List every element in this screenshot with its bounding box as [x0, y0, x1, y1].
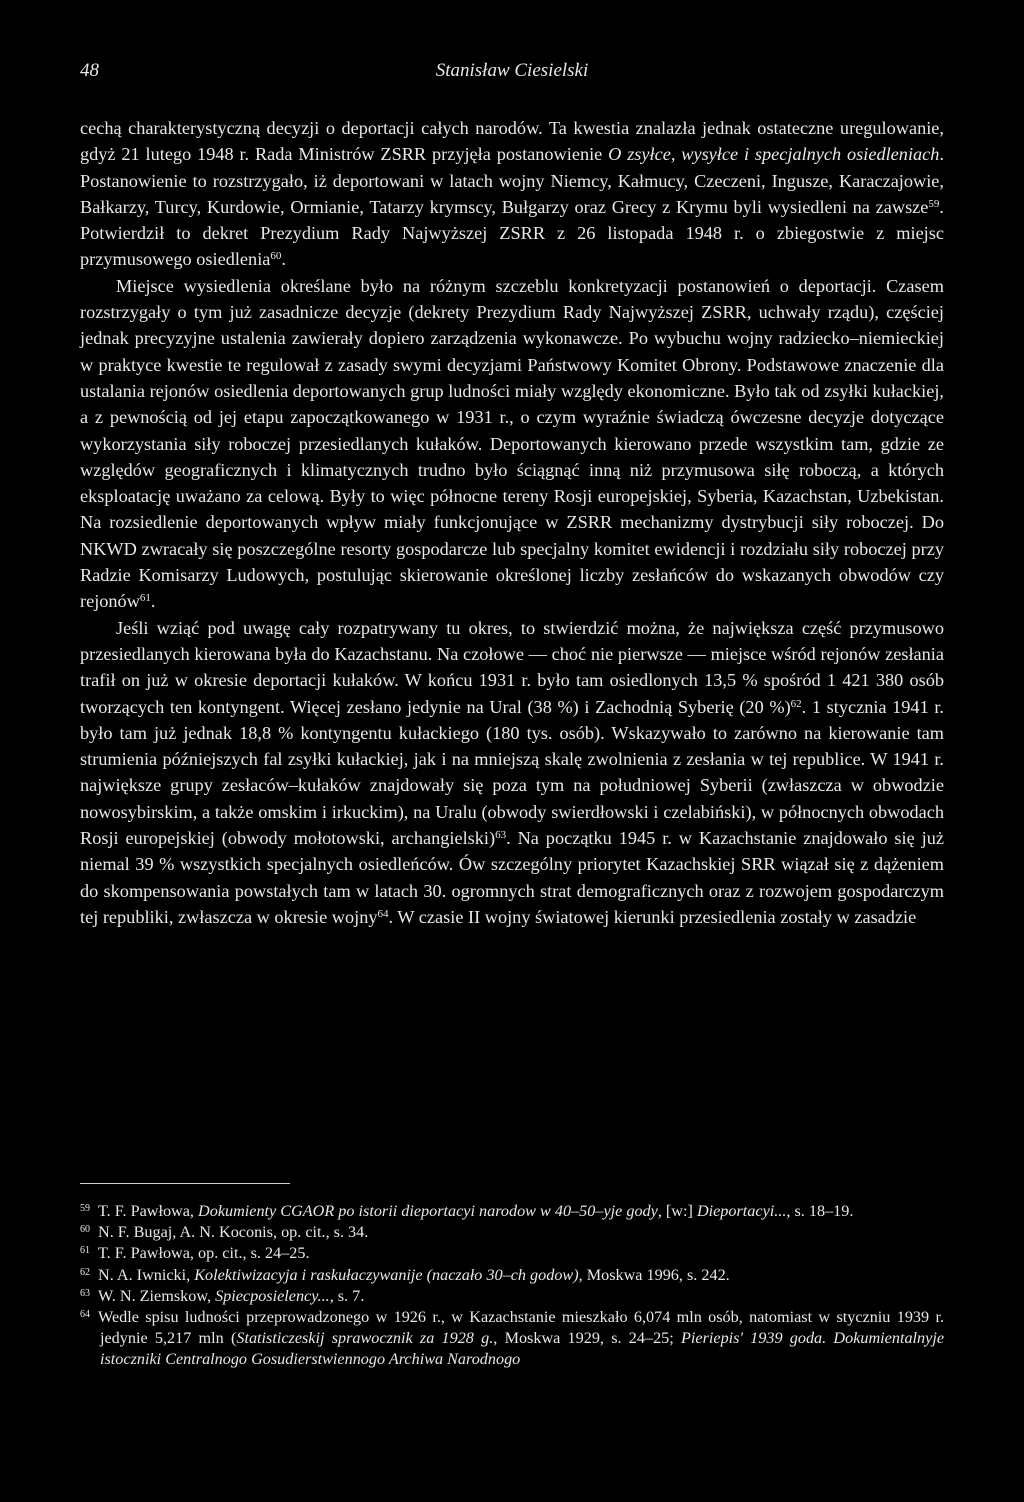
footnote-ref-64: 64: [377, 907, 389, 920]
running-head-author: Stanisław Ciesielski: [435, 60, 589, 81]
page-number: 48: [80, 60, 99, 81]
footnote-ref-60: 60: [270, 250, 282, 263]
body-text: [80, 115, 944, 930]
footnote-62: 62 N. A. Iwnicki, Kolektiwizacyja i raskułaczywanije (naczało 30–ch godow), Moskwa 1996, s. 242.: [80, 1265, 730, 1284]
footnote-ref-62: 62: [790, 697, 802, 710]
paragraph-2: Miejsce wysiedlenia określane było na różnym szczeblu konkretyzacji postanowień o deportacji. Czasem rozstrzygały o tym już zasadnicze decyzje (dekrety Prezydium Rady Najwyższej ZSRR, uchwały rządu), częściej jednak precyzyjne ustalenia zawierały dopiero zarządzenia wykonawcze. Po wybuchu wojny radziecko–niemieckiej w praktyce kwestie te regulował z zasady swymi decyzjami Państwowy Komitet Obrony. Podstawowe znaczenie dla ustalania rejonów osiedlenia deportowanych grup ludności miały względy ekonomiczne. Było tak od zsyłki kułackiej, a z pewnością od jej etapu zapoczątkowanego w 1931 r., o czym wyraźnie świadczą ówczesne decyzje dotyczące wykorzystania siły roboczej przesiedlanych kułaków. Deportowanych kierowano przede wszystkim tam, gdzie ze względów geograficznych i klimatycznych trudno było ściągnąć inną niż przymusowa siłę roboczą, a których eksploatację uważano za celową. Były to więc północne tereny Rosji europejskiej, Syberia, Kazachstan, Uzbekistan. Na rozsiedlenie deportowanych wpływ miały funkcjonujące w ZSRR mechanizmy dystrybucji siły roboczej. Do NKWD zwracały się poszczególne resorty gospodarcze lub specjalny komitet ewidencji i rozdziału siły roboczej przy Radzie Komisarzy Ludowych, postulując skierowanie określonej liczby zesłańców do wskazanych obwodów czy rejonów$^{61}$.: [80, 275, 944, 612]
footnote-60: 60 N. F. Bugaj, A. N. Koconis, op. cit., s. 34.: [80, 1223, 369, 1242]
footnote-61: 61 T. F. Pawłowa, op. cit., s. 24–25.: [80, 1244, 310, 1263]
footnote-ref-63: 63: [495, 829, 507, 842]
footnote-separator: [80, 1183, 290, 1184]
footnote-ref-61: 61: [139, 592, 151, 605]
footnote-ref-59: 59: [928, 197, 940, 210]
footnote-63: 63 W. N. Ziemskow, Spiecposielency..., s. 7.: [80, 1286, 365, 1305]
page-header: [80, 60, 944, 88]
footnotes: [80, 1201, 944, 1371]
footnote-64: 64 Wedle spisu ludności przeprowadzonego w 1926 r., w Kazachstanie mieszkało 6,074 mln osób, natomiast w styczniu 1939 r. jedynie 5,217 mln (Statisticzeskij sprawocznik za 1928 g., Moskwa 1929, s. 24–25; Pieriepis' 1939 goda. Dokumientalnyje istoczniki Centralnogo Gosudierstwiennogo Archiwa Narodnogo: [80, 1308, 945, 1369]
document-title: O zsyłce, wysyłce i specjalnych osiedleniach: [608, 144, 940, 165]
footnote-59: 59 T. F. Pawłowa, Dokumienty CGAOR po istorii dieportacyi narodow w 40–50–yje gody, [w:] Dieportacyi..., s. 18–19.: [80, 1202, 854, 1220]
paragraph-3: Jeśli wziąć pod uwagę cały rozpatrywany tu okres, to stwierdzić można, że największa część przymusowo przesiedlanych kierowana była do Kazachstanu. Na czołowe — choć nie pierwsze — miejsce wśród rejonów zesłania trafił on już w okresie deportacji kułaków. W końcu 1931 r. było tam osiedlonych 13,5 % spośród 1 421 380 osób tworzących ten kontyngent. Więcej zesłano jedynie na Ural (38 %) i Zachodnią Syberię (20 %)$^{62}$. 1 stycznia 1941 r. było tam już jednak 18,8 % kontyngentu kułackiego (180 tys. osób). Wskazywało to zarówno na kierowanie tam strumienia późniejszych fal zsyłki kułackiej, jak i na mniejszą skalę zwolnienia z zesłania w tej republice. W 1941 r. największe grupy zesłaców–kułaków znajdowały się poza tym na południowej Syberii (zwłaszcza w obwodzie nowosybirskim, a także omskim i irkuckim), na Uralu (obwody swierdłowski i czelabiński), w północnych obwodach Rosji europejskiej (obwody mołotowski, archangielski)$^{63}$. Na początku 1945 r. w Kazachstanie znajdowało się już niemal 39 % wszystkich specjalnych osiedleńców. Ów szczególny priorytet Kazachskiej SRR wiązał się z dążeniem do skompensowania powstałych tam w latach 30. ogromnych strat demograficznych oraz z rozwojem gospodarczym tej republiki, zwłaszcza w okresie wojny$^{64}$. W czasie II wojny światowej kierunki przesiedlenia zostały w zasadzie: [80, 617, 944, 927]
paragraph-1: cechą charakterystyczną decyzji o deportacji całych narodów. Ta kwestia znalazła jednak ostateczne uregulowanie, gdyż 21 lutego 1948 r. Rada Ministrów ZSRR przyjęła postanowienie O zsyłce, wysyłce i specjalnych osiedleniach. Postanowienie to rozstrzygało, iż deportowani w latach wojny Niemcy, Kałmucy, Czeczeni, Ingusze, Karaczajowie, Bałkarzy, Turcy, Kurdowie, Ormianie, Tatarzy krymscy, Bułgarzy oraz Grecy z Krymu byli wysiedleni na zawsze$^{59}$. Potwierdził to dekret Prezydium Rady Najwyższej ZSRR z 26 listopada 1948 r. o zbiegostwie z miejsc przymusowego osiedlenia$^{60}$.: [80, 118, 944, 270]
